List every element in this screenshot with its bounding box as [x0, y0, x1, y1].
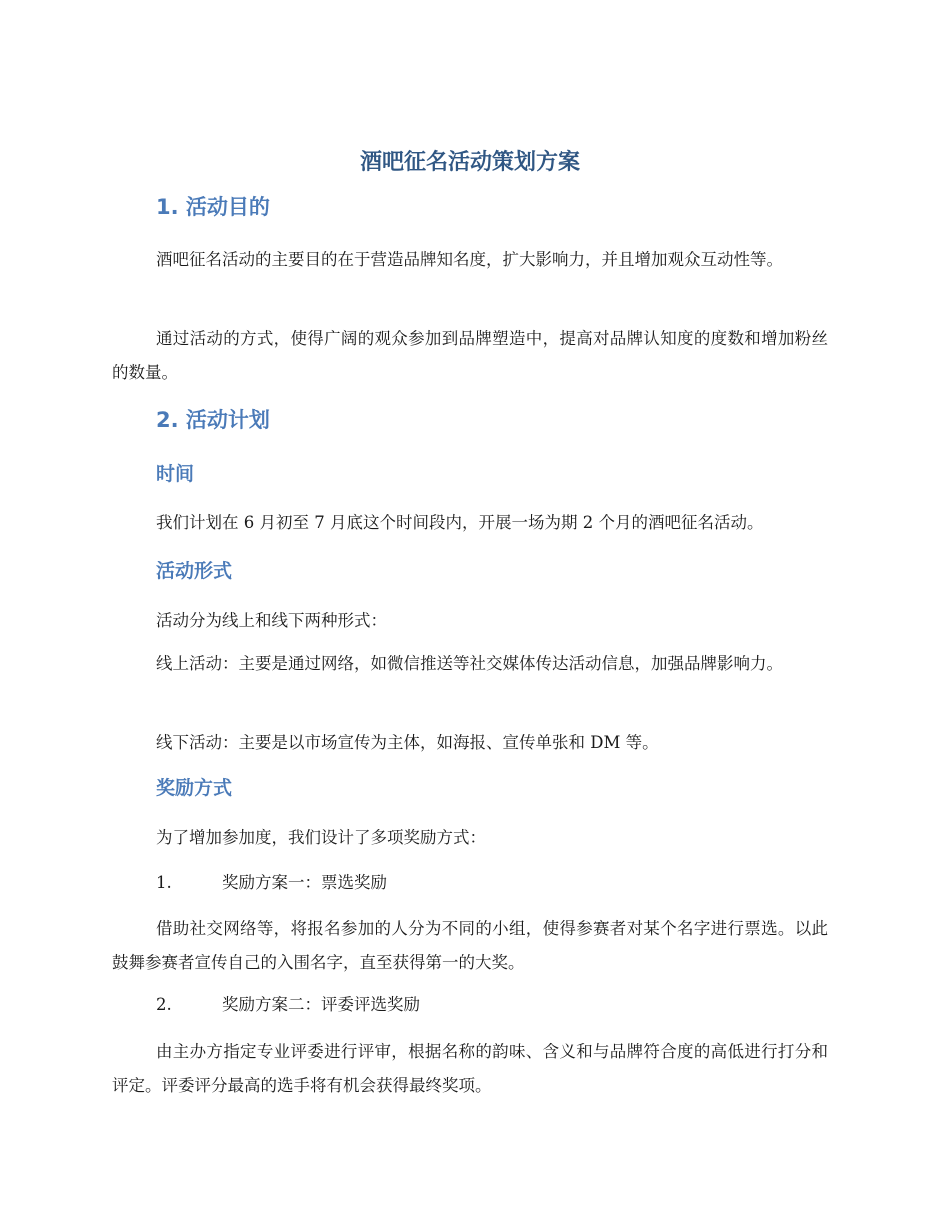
heading-purpose: 1. 活动目的	[156, 195, 270, 219]
document-title: 酒吧征名活动策划方案	[359, 150, 580, 175]
paragraph-form-online: 线上活动：主要是通过网络，如微信推送等社交媒体传达活动信息，加强品牌影响力。	[156, 654, 783, 673]
paragraph-reward-vote: 借助社交网络等，将报名参加的人分为不同的小组，使得参赛者对某个名字进行票选。以此鼓舞参赛者宣传自己的入围名字，直至获得第一的大奖。	[112, 919, 828, 972]
subheading-reward: 奖励方式	[156, 777, 233, 799]
heading-plan: 2. 活动计划	[156, 408, 270, 432]
list-text: 奖励方案一：票选奖励	[222, 873, 387, 892]
list-item-reward-1	[156, 868, 387, 898]
paragraph-form-1: 活动分为线上和线下两种形式：	[156, 611, 387, 630]
paragraph-time: 我们计划在 6 月初至 7 月底这个时间段内，开展一场为期 2 个月的酒吧征名活动。	[156, 513, 764, 532]
subheading-time: 时间	[156, 463, 195, 485]
list-number: 2.	[156, 995, 172, 1014]
list-item-reward-2	[156, 990, 420, 1020]
list-number: 1.	[156, 873, 172, 892]
paragraph-reward-intro: 为了增加参加度，我们设计了多项奖励方式：	[156, 828, 486, 847]
paragraph-reward-judge: 由主办方指定专业评委进行评审，根据名称的韵味、含义和与品牌符合度的高低进行打分和评定。评委评分最高的选手将有机会获得最终奖项。	[112, 1042, 828, 1095]
paragraph-purpose-2: 通过活动的方式，使得广阔的观众参加到品牌塑造中，提高对品牌认知度的度数和增加粉丝的数量。	[112, 329, 828, 382]
paragraph-purpose-1: 酒吧征名活动的主要目的在于营造品牌知名度，扩大影响力，并且增加观众互动性等。	[156, 250, 783, 269]
subheading-form: 活动形式	[156, 560, 233, 582]
list-text: 奖励方案二：评委评选奖励	[222, 995, 420, 1014]
paragraph-form-offline: 线下活动：主要是以市场宣传为主体，如海报、宣传单张和 DM 等。	[156, 733, 659, 752]
